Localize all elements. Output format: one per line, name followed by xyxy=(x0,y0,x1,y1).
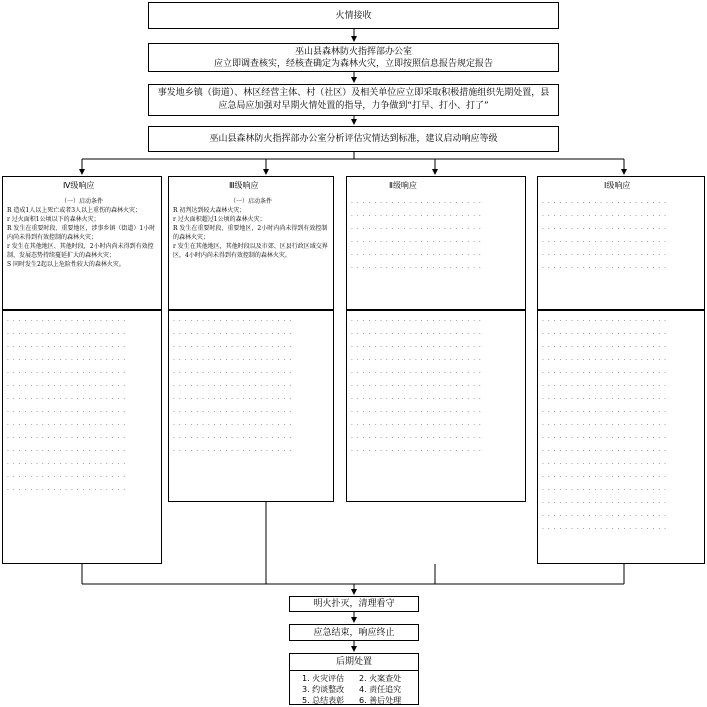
level-3-condition-item: R 发生在重要时段、重要地区，2小时内尚未得到有效控制的森林火灾； xyxy=(173,225,328,241)
level-3-condition-item: r 发生在其他地区，其他时段以及市郊、区县行政区域交界区，4小时内尚未得到有效控制的森林火灾。 xyxy=(173,243,328,259)
level-1-title: Ⅰ级响应 xyxy=(604,181,631,190)
assessment-text: 巫山县森林防火指挥部办公室分析评估灾情达到标准，建议启动响应等级 xyxy=(209,134,498,144)
emergency-end-text: 应急结束，响应终止 xyxy=(313,627,395,638)
county-office-body: 应立即调查核实，经核查确定为森林火灾，立即按照信息报告规定报告 xyxy=(213,58,493,69)
level-3-response-box xyxy=(168,310,334,502)
level-4-condition-item: r 发生在其他地区、其他时段，2小时内尚未得到有效控制、发展态势持续蔓延扩大的森林火灾； xyxy=(7,243,154,259)
level-1-response-illegible: · · · · · · · · · · · · · · · · · · · · · · · · · · · · · · · · · · · · · · · · · · · · · · · · · · · · · · · · · · · · · · · · · · · · · · · · · · · · · · · · · · · · · · · · · · · · · · · · · · · · · · · · · · · · · · · · · · · · · · · · · · · · · · · · · · · · · · · · · · · · · · · · · · · · · · · · · · · · · · · · · · · · · · · · · · · · · · · · · · · · · · · · · · · · · · · · · · · · · · · · · · · · · · · · · · · · · · · · · · · · · · · · · · · · · · · · · · · · · · · · · · · · · · · · · · · · · · · · · · · · · · · · · · · · · · · · · · · · · · · · · · · · · · · · · · · · · · · · · · · · · · · · · · · · · · · · · · · · · · · · · · · · · · · · · · · · · · · · · · · · · · · · · · · · · · · · · · · · · · · · · · · · · · · · · · · · · · xyxy=(542,318,668,533)
level-4-condition-heading: （一）启动条件 xyxy=(60,198,103,205)
level-4-conditions xyxy=(7,197,157,269)
level-3-condition-box xyxy=(168,176,334,310)
post-disposal-box xyxy=(289,653,419,705)
emergency-end-box xyxy=(289,624,419,641)
level-4-condition-box xyxy=(2,176,162,310)
level-2-response-illegible: · · · · · · · · · · · · · · · · · · · · · · · · · · · · · · · · · · · · · · · · · · · · · · · · · · · · · · · · · · · · · · · · · · · · · · · · · · · · · · · · · · · · · · · · · · · · · · · · · · · · · · · · · · · · · · · · · · · · · · · · · · · · · · · · · · · · · · · · · · · · · · · · · · · · · · · · · · · · · · · · · · · · · · · · · · · · · · · · · · · · · · · · · · · · · · · · · · · · · · · · · · · · · · · · · · · · · · · · · · · · · · · · · · · · · · · · · · · · · · · · · · · · · · · · · · · · · xyxy=(351,318,482,455)
level-1-condition-box xyxy=(537,176,705,310)
fire-extinguished-text: 明火扑灭，清理看守 xyxy=(313,599,395,609)
fire-report-receipt-box xyxy=(148,2,559,29)
level-3-condition-item: r 过火面积超过1公顷的森林火灾； xyxy=(173,216,266,223)
level-2-response-box xyxy=(346,310,526,502)
county-office-title: 巫山县森林防火指挥部办公室 xyxy=(294,46,412,57)
post-disposal-item: 2. 火案查处 xyxy=(359,674,402,683)
post-disposal-item: 6. 善后处理 xyxy=(359,696,402,705)
level-1-response-box xyxy=(537,310,705,564)
level-1-conditions-illegible: · · · · · · · · · · · · · · · · · · · · · · · · · · · · · · · · · · · · · · · · · · · · · · · · · · · · · · · · · · · · · · · · · · · · · · · · · · · · · · · · · · · · · · · · · · · · · · · · · · · · · · · · · · · · · · · · · · · · · · · · · · · · · · · · · · · · xyxy=(542,200,668,272)
post-disposal-list xyxy=(290,671,418,706)
level-2-conditions-illegible: · · · · · · · · · · · · · · · · · · · · · · · · · · · · · · · · · · · · · · · · · · · · · · · · · · · · · · · · · · · · · · · · · · · · · · · · · · · · · · · · · · · · · · · · · · · · · · · · · · · · · · · · · · · · · · · · · · · · · · · · · · · · · · · · · · · · · · · · · · xyxy=(351,200,482,272)
post-disposal-item: 3. 约谈整改 xyxy=(302,685,345,694)
level-3-title: Ⅲ级响应 xyxy=(229,181,259,190)
fire-extinguished-box xyxy=(289,596,419,612)
level-4-condition-item: R 发生在重要时段、重要地区，涉事乡镇（街道）1小时内尚未得到有效控制的森林火灾； xyxy=(7,225,156,241)
level-2-condition-box xyxy=(346,176,526,310)
level-3-condition-item: R 初判达到较大森林火灾； xyxy=(173,207,246,214)
level-4-condition-item: S 同时发生2起以上危险性较大的森林火灾。 xyxy=(7,261,125,268)
level-3-condition-heading: （一）启动条件 xyxy=(229,198,272,205)
post-disposal-title: 后期处置 xyxy=(290,654,418,671)
fire-report-receipt-text: 火情接收 xyxy=(335,10,372,21)
level-4-response-box xyxy=(2,310,162,564)
level-4-condition-item: R 造成1人以上死亡或者3人以上重伤的森林火灾； xyxy=(7,207,142,214)
post-disposal-item: 4. 责任追究 xyxy=(359,685,402,694)
level-4-title: Ⅳ级响应 xyxy=(63,181,95,190)
level-3-response-illegible: · · · · · · · · · · · · · · · · · · · · · · · · · · · · · · · · · · · · · · · · · · · · · · · · · · · · · · · · · · · · · · · · · · · · · · · · · · · · · · · · · · · · · · · · · · · · · · · · · · · · · · · · · · · · · · · · · · · · · · · · · · · · · · · · · · · · · · · · · · · · · · · · · · · · · · · · · · · · · · · · · · · · · · · · · · · · · · · · · · · · · · · · · · · · · · · · · · · · · · · · · · · · · · · · · · · · · · · · · · · · · · · · · · · · · · · xyxy=(173,318,293,455)
post-disposal-item: 5. 总结表彰 xyxy=(302,696,345,705)
local-response-text: 事发地乡镇（街道）、林区经营主体、村（社区）及相关单位应立即采取积极措施组织先期处置，县应急局应加强对早期火情处置的指导，力争做到“打早、打小、打了” xyxy=(157,88,550,111)
level-4-response-illegible: · · · · · · · · · · · · · · · · · · · · · · · · · · · · · · · · · · · · · · · · · · · · · · · · · · · · · · · · · · · · · · · · · · · · · · · · · · · · · · · · · · · · · · · · · · · · · · · · · · · · · · · · · · · · · · · · · · · · · · · · · · · · · · · · · · · · · · · · · · · · · · · · · · · · · · · · · · · · · · · · · · · · · · · · · · · · · · · · · · · · · · · · · · · · · · · · · · · · · · · · · · · · · · · · · · · · · · · · · · · · · · · · · · · · · · · · · · · · · · · · · · · · · · · · · · · · · · · · · · · · · · · · · · · · · · · · · · · · · · · · · · · · · · · · · · · · · · xyxy=(7,318,127,494)
local-response-box xyxy=(148,84,559,116)
assessment-box xyxy=(148,126,559,152)
level-3-conditions xyxy=(173,197,329,260)
post-disposal-item: 1. 火灾评估 xyxy=(302,674,345,683)
level-4-condition-item: r 过火面积1公顷以下的森林火灾； xyxy=(7,216,100,223)
county-office-box xyxy=(148,43,559,72)
level-2-title: Ⅱ级响应 xyxy=(389,181,417,190)
